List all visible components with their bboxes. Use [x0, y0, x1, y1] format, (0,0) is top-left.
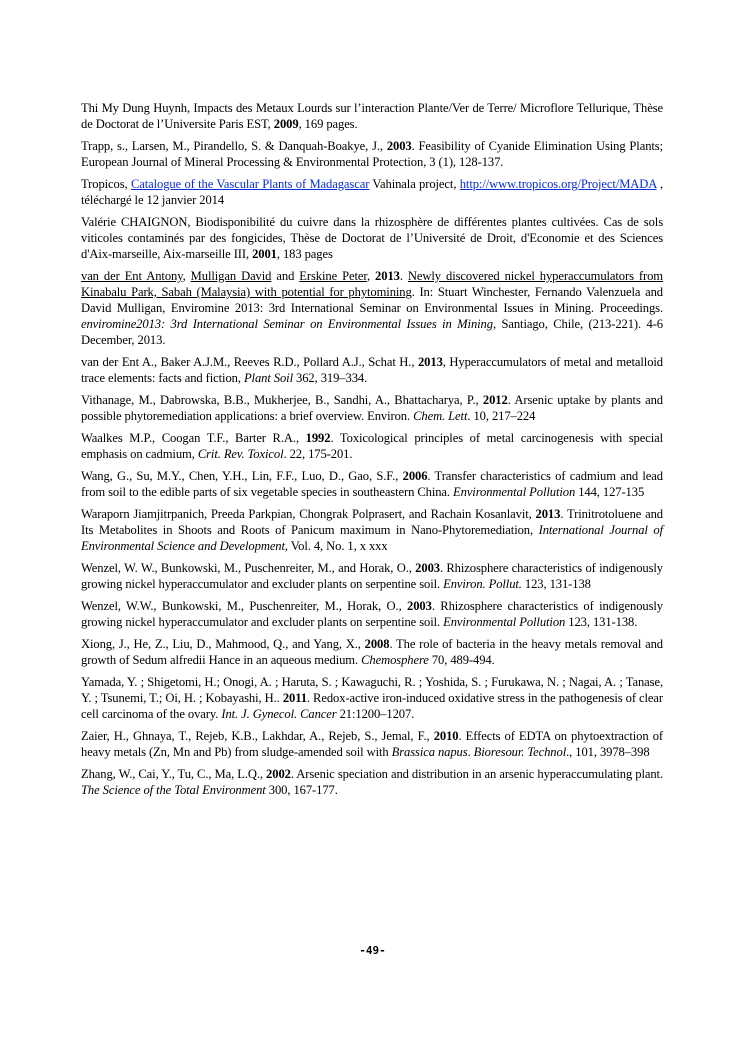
reference-underlined-text: Newly discovered nickel hyperaccumulators from Kinabalu Park, Sabah (Malaysia) with potential for phytomining	[81, 269, 663, 299]
reference-text: Waraporn Jiamjitrpanich, Preeda Parkpian, Chongrak Polprasert, and Rachain Kosanlavit,	[81, 507, 536, 521]
reference-link[interactable]: Catalogue of the Vascular Plants of Madagascar	[130, 177, 370, 191]
reference-text: . Rhizosphere characteristics of indigenously growing nickel hyperaccumulator and excluder plants on serpentine soil.	[81, 561, 663, 591]
reference-journal: Brassica napus	[391, 745, 468, 759]
reference-year: 2013	[375, 269, 400, 283]
reference-text: . In: Stuart Winchester, Fernando Valenzuela and David Mulligan, Enviromine 2013: 3rd International Seminar on Environmental Issues in Mining. Proceedings.	[81, 285, 663, 315]
reference-link[interactable]: http://www.tropicos.org/Project/MADA	[459, 177, 657, 191]
reference-year: 2010	[433, 729, 459, 743]
reference-underlined-text: van der Ent Antony	[81, 269, 183, 283]
reference-entry	[81, 100, 663, 132]
reference-text: Vithanage, M., Dabrowska, B.B., Mukherjee, B., Sandhi, A., Bhattacharya, P.,	[81, 393, 483, 407]
reference-text: Valérie CHAIGNON, Biodisponibilité du cuivre dans la rhizosphère de différentes plantes cultivées. Cas de sols viticoles contaminés par des fongicides, Thèse de Doctorat de l’Université de Droit, d'Economie et des Sciences d'Aix-marseille, Aix-marseille III,	[81, 215, 663, 261]
reference-text: . Trinitrotoluene and Its Metabolites in Shoots and Roots of Panicum maximum in Nano-Phytoremediation,	[81, 507, 663, 537]
reference-journal: Bioresour. Technol	[473, 745, 567, 759]
reference-text: . Redox-active iron-induced oxidative stress in the pathogenesis of clear cell carcinoma of the ovary.	[81, 691, 663, 721]
reference-journal: enviromine2013: 3rd International Seminar on Environmental Issues in Mining	[81, 317, 493, 331]
reference-entry	[81, 268, 663, 348]
reference-entry	[81, 560, 663, 592]
reference-entry	[81, 506, 663, 554]
reference-text: , 169 pages.	[298, 117, 358, 131]
reference-journal: Environmental Pollution	[453, 485, 576, 499]
reference-year: 2001	[252, 247, 277, 261]
reference-entry	[81, 468, 663, 500]
reference-text: .	[399, 269, 408, 283]
reference-journal: Chemosphere	[361, 653, 429, 667]
reference-text: Zaier, H., Ghnaya, T., Rejeb, K.B., Lakhdar, A., Rejeb, S., Jemal, F.,	[81, 729, 434, 743]
reference-text: . Arsenic speciation and distribution in an arsenic hyperaccumulating plant.	[290, 767, 663, 781]
reference-text: Tropicos,	[81, 177, 131, 191]
reference-underlined-text: Mulligan David	[190, 269, 272, 283]
reference-entry	[81, 674, 663, 722]
reference-text: 144, 127-135	[575, 485, 645, 499]
reference-text: , Santiago, Chile, (213-221). 4-6 December, 2013.	[81, 317, 663, 347]
reference-year: 2002	[266, 767, 291, 781]
reference-text: , 183 pages	[276, 247, 333, 261]
reference-entry	[81, 430, 663, 462]
reference-text: . Feasibility of Cyanide Elimination Using Plants; European Journal of Mineral Processing & Environmental Protection, 3 (1), 128-137.	[81, 139, 663, 169]
reference-year: 2013	[417, 355, 443, 369]
reference-text: . Effects of EDTA on phytoextraction of heavy metals (Zn, Mn and Pb) from sludge-amended soil with	[81, 729, 663, 759]
reference-text: .	[467, 745, 474, 759]
reference-entry	[81, 636, 663, 668]
reference-text: Thi My Dung Huynh, Impacts des Metaux Lourds sur l’interaction Plante/Ver de Terre/ Microflore Tellurique, Thèse de Doctorat de l’Universite Paris EST,	[81, 101, 663, 131]
reference-text: . 22, 175-201.	[283, 447, 353, 461]
reference-text: and	[271, 269, 300, 283]
reference-text: Yamada, Y. ; Shigetomi, H.; Onogi, A. ; Haruta, S. ; Kawaguchi, R. ; Yoshida, S. ; Furukawa, N. ; Nagai, A. ; Tanase, Y. ; Tsunemi, T.; Oi, H. ; Kobayashi, H..	[81, 675, 663, 705]
reference-text: Vahinala project,	[369, 177, 460, 191]
reference-year: 2003	[415, 561, 440, 575]
reference-text: Wang, G., Su, M.Y., Chen, Y.H., Lin, F.F., Luo, D., Gao, S.F.,	[81, 469, 403, 483]
reference-text: Xiong, J., He, Z., Liu, D., Mahmood, Q., and Yang, X.,	[81, 637, 365, 651]
reference-text: 70, 489-494.	[428, 653, 495, 667]
reference-journal: The Science of the Total Environment	[81, 783, 266, 797]
reference-journal: Environ. Pollut.	[443, 577, 522, 591]
reference-text: Wenzel, W.W., Bunkowski, M., Puschenreiter, M., Horak, O.,	[81, 599, 408, 613]
reference-text: 123, 131-138	[521, 577, 591, 591]
reference-text: Zhang, W., Cai, Y., Tu, C., Ma, L.Q.,	[81, 767, 267, 781]
reference-year: 2013	[535, 507, 561, 521]
reference-journal: Environmental Pollution	[443, 615, 566, 629]
reference-text: . The role of bacteria in the heavy metals removal and growth of Sedum alfredii Hance in an aqueous medium.	[81, 637, 663, 667]
reference-text: Waalkes M.P., Coogan T.F., Barter R.A.,	[81, 431, 306, 445]
reference-year: 2003	[386, 139, 412, 153]
reference-year: 2012	[482, 393, 508, 407]
reference-text: , Vol. 4, No. 1, x xxx	[284, 539, 388, 553]
reference-text: Trapp, s., Larsen, M., Pirandello, S. & Danquah-Boakye, J.,	[81, 139, 387, 153]
reference-entry	[81, 354, 663, 386]
reference-entry	[81, 214, 663, 262]
reference-text: . Rhizosphere characteristics of indigenously growing nickel hyperaccumulator and excluder plants on serpentine soil.	[81, 599, 663, 629]
reference-journal: International Journal of Environmental Science and Development	[81, 523, 663, 553]
reference-text: . 10, 217–224	[467, 409, 536, 423]
reference-text: 21:1200–1207.	[336, 707, 415, 721]
reference-journal: Crit. Rev. Toxicol	[197, 447, 284, 461]
reference-text: van der Ent A., Baker A.J.M., Reeves R.D., Pollard A.J., Schat H.,	[81, 355, 418, 369]
reference-text: Wenzel, W. W., Bunkowski, M., Puschenreiter, M., and Horak, O.,	[81, 561, 416, 575]
reference-journal: Chem. Lett	[413, 409, 468, 423]
reference-entry	[81, 598, 663, 630]
reference-entry	[81, 138, 663, 170]
reference-text: 362, 319–334.	[292, 371, 368, 385]
reference-text: ,	[366, 269, 376, 283]
reference-year: 1992	[305, 431, 331, 445]
reference-text: 123, 131-138.	[565, 615, 638, 629]
reference-text: . Arsenic uptake by plants and possible phytoremediation applications: a brief overview. Environ.	[81, 393, 663, 423]
reference-text: . Toxicological principles of metal carcinogenesis with special emphasis on cadmium,	[81, 431, 663, 461]
reference-text: 300, 167-177.	[265, 783, 338, 797]
reference-journal: Plant Soil	[243, 371, 293, 385]
reference-year: 2009	[273, 117, 299, 131]
reference-text: , téléchargé le 12 janvier 2014	[81, 177, 663, 207]
reference-text: ,	[182, 269, 191, 283]
reference-entry	[81, 176, 663, 208]
reference-entry	[81, 728, 663, 760]
reference-list	[81, 100, 663, 804]
reference-journal: Int. J. Gynecol. Cancer	[221, 707, 337, 721]
reference-entry	[81, 392, 663, 424]
reference-underlined-text: Erskine Peter	[299, 269, 367, 283]
reference-year: 2006	[402, 469, 428, 483]
reference-year: 2008	[364, 637, 390, 651]
reference-text: ., 101, 3978–398	[566, 745, 650, 759]
page-number: -49-	[359, 944, 386, 957]
reference-text: , Hyperaccumulators of metal and metalloid trace elements: facts and fiction,	[81, 355, 663, 385]
reference-text: . Transfer characteristics of cadmium and lead from soil to the edible parts of six vegetable species in southeastern China.	[81, 469, 663, 499]
reference-entry	[81, 766, 663, 798]
reference-year: 2003	[407, 599, 432, 613]
reference-year: 2011	[282, 691, 307, 705]
